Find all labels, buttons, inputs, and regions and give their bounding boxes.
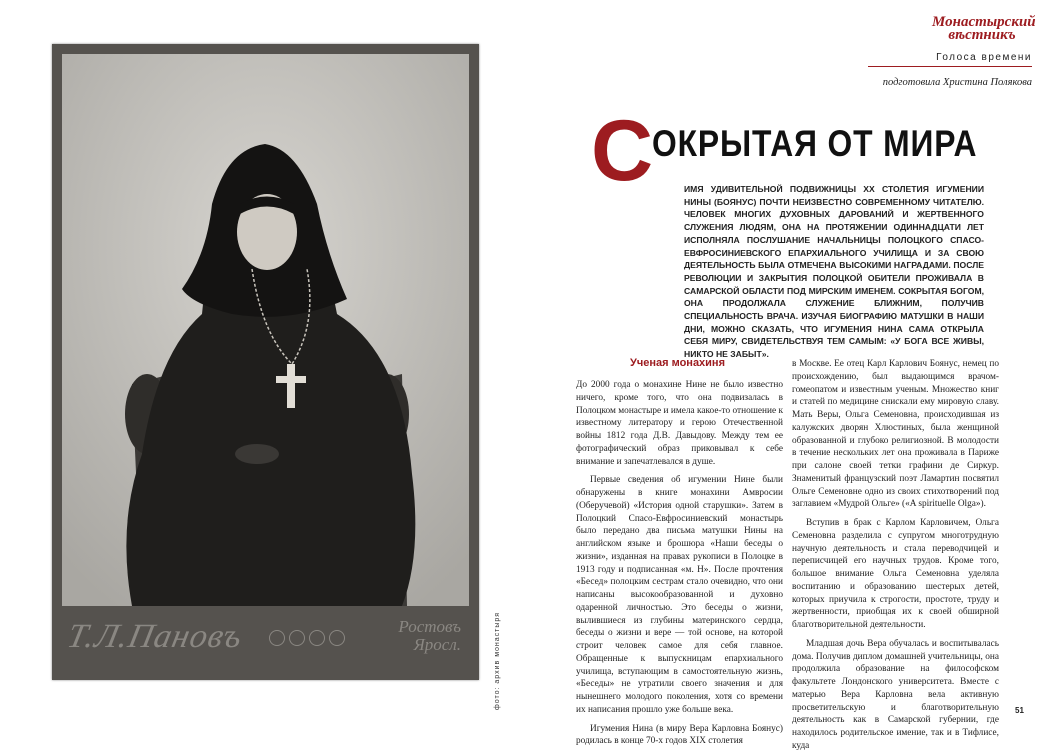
byline: подготовила Христина Полякова (882, 77, 1032, 88)
section-label: Голоса времени (936, 52, 1032, 63)
subheading: Ученая монахиня (630, 357, 725, 369)
photo-credit: фото: архив монастыря (494, 612, 501, 710)
paragraph: Младшая дочь Вера обучалась и воспитывалась дома. Получив диплом домашней учительницы, она продолжила образование на философском факультете Лондонского университета. Вместе с матерью Вера Карловна вела активную просветительскую и благотворительную деятельность как в Самарской губернии, где находилось родительское имение, так и в Тифлисе, куда (792, 638, 999, 751)
studio-imprint (62, 612, 469, 670)
portrait-illustration (62, 54, 469, 606)
lead-paragraph: ИМЯ УДИВИТЕЛЬНОЙ ПОДВИЖНИЦЫ XX СТОЛЕТИЯ ИГУМЕНИИ НИНЫ (БОЯНУС) ПОЧТИ НЕИЗВЕСТНО СОВРЕМЕННОМУ ЧИТАТЕЛЮ. ЧЕЛОВЕК МНОГИХ ДУХОВНЫХ ДАРОВАНИЙ И ЖЕРТВЕННОГО СЛУЖЕНИЯ ЛЮДЯМ, ОНА НА ПРОТЯЖЕНИИ ОДИННАДЦАТИ ЛЕТ ИСПОЛНЯЛА ПОСЛУШАНИЕ НАЧАЛЬНИЦЫ ПОЛОЦКОГО СПАСО-ЕВФРОСИНИЕВСКОГО ЕПАРХИАЛЬНОГО УЧИЛИЩА И ЗА СВОЮ ДЕЯТЕЛЬНОСТЬ БЫЛА ОТМЕЧЕНА ВЫСОКИМИ НАГРАДАМИ. ПОСЛЕ РЕВОЛЮЦИИ И ЗАКРЫТИЯ ПОЛОЦКОЙ ОБИТЕЛИ ПРОЖИВАЛА В САМАРСКОЙ ОБЛАСТИ ПОД МИРСКИМ ИМЕНЕМ. СОКРЫТАЯ БОГОМ, ОНА ПРОДОЛЖАЛА СЛУЖЕНИЕ БЛИЖНИМ, ПОЛУЧИВ СПЕЦИАЛЬНОСТЬ ВРАЧА. ИЗУЧАЯ БИОГРАФИЮ МАТУШКИ В НАШИ ДНИ, МОЖНО СКАЗАТЬ, ЧТО ИГУМЕНИЯ НИНА САМА ОТКРЫЛА СЕБЯ МИРУ, СВИДЕТЕЛЬСТВУЯ ТЕМ САМЫМ: «У БОГА ВСЕ ЖИВЫ, НИКТО НЕ ЗАБЫТ». (684, 184, 984, 360)
magazine-logo: Монастырский вѣстникъ (932, 14, 1036, 43)
photo-card (52, 44, 479, 680)
article-title: ОКРЫТАЯ ОТ МИРА (652, 123, 978, 164)
studio-city: Ростовъ Яросл. (398, 617, 461, 654)
title-initial: С (591, 103, 654, 199)
paragraph: Игумения Нина (в миру Вера Карловна Боянус) родилась в конце 70-х годов XIX столетия (576, 723, 783, 747)
text-column-2 (792, 358, 999, 753)
paragraph: Первые сведения об игумении Нине были обнаружены в книге монахини Амвросии (Оберучевой) «История одной старушки». Затем в Полоцкий Спасо-Евфросиниевский монастырь было передано два письма матушки Нины на английском языке и брошюра «Наши беседы о жизни», изданная на правах рукописи в Полоцке в 1913 году и подписанная «м. Н». После прочтения «Бесед» полоцким сестрам стало очевидно, что они написаны высокообразованной и духовно одаренной личностью. Это беседы о жизни, вылившиеся из глубины материнского сердца, беседы о жизни и вере — той основе, на которой строит человек самое для себя главное. Обращенные к выпускницам епархиального училища, вступающим в самостоятельную жизнь, «Беседы» не утратили своего значения и для нынешнего молодого поколения, хотя со времени их написания прошло уже больше века. (576, 475, 783, 715)
header-rule (868, 66, 1032, 67)
studio-name: Т.Л.Пановъ (64, 618, 247, 655)
text-column-1 (576, 379, 783, 748)
paragraph: в Москве. Ее отец Карл Карлович Боянус, немец по происхождению, был выдающимся врачом-гомеопатом и известным ученым. Множество книг и статей по медицине снискали ему мировую славу. Мать Веры, Ольга Семеновна, происходившая из калужских дворян Хлюстиных, была женщиной образованной и глубоко религиозной. В молодости в течение нескольких лет она проживала в Париже при салоне своей тетки графини де Сиркур. Знаменитый французский поэт Ламартин посвятил Ольге Семеновне одно из своих стихотворений под заглавием «Мудрой Ольге» («A spirituelle Olga»). (792, 359, 999, 510)
nun-portrait-photo (62, 54, 469, 606)
medal-icons (267, 630, 347, 651)
paragraph: Вступив в брак с Карлом Карловичем, Ольга Семеновна разделила с супругом многотрудную научную деятельность и стала переводчицей и переписчицей его научных трудов. Кроме того, большое внимание Ольга Семеновна уделяла воспитанию и образованию шестерых детей, которых приучила к строгости, простоте, труду и жертвенности, приобщая их к своей обширной благотворительной деятельности. (792, 518, 999, 630)
page-number: 51 (1015, 706, 1024, 715)
paragraph: До 2000 года о монахине Нине не было известно ничего, кроме того, что она подвизалась в Полоцком монастыре и имела какое-то отношение к известному литератору и герою Отечественной войны 1812 года Д.В. Давыдову. Между тем ее фотографический образ приковывал к себе внимание и запечатлевался в душе. (576, 380, 783, 467)
